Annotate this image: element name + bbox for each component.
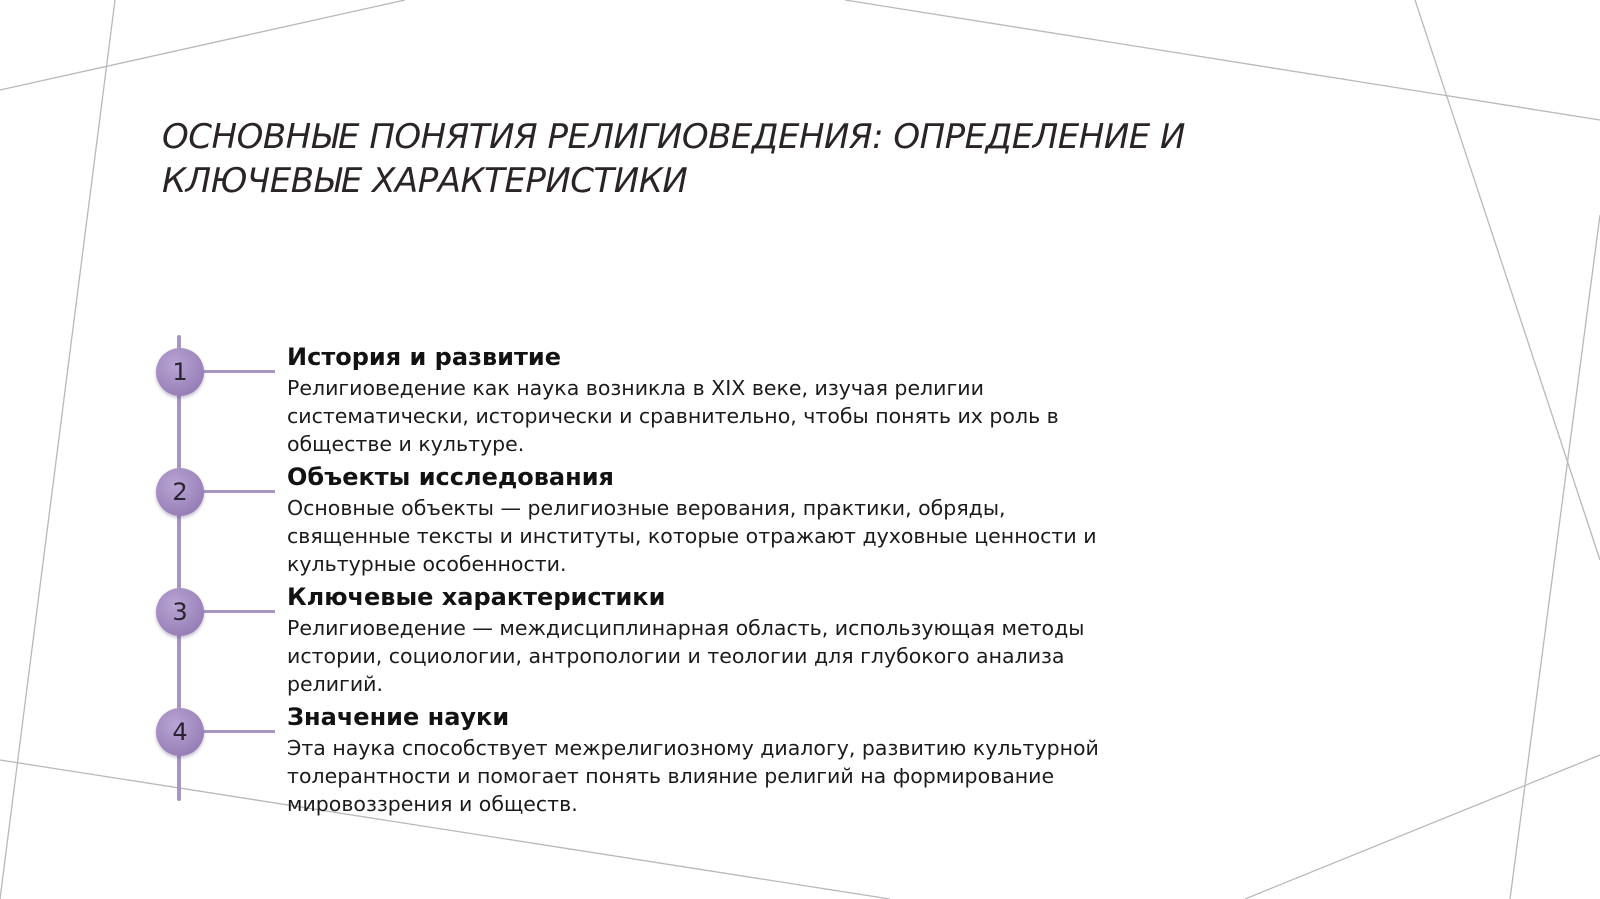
timeline-item-text: Религиоведение — междисциплинарная область, использующая методы истории, социологии, антропологии и теологии для глубокого анализа религий. [287, 616, 1085, 696]
bg-line [0, 0, 405, 90]
timeline-item-1 [287, 342, 1117, 458]
bg-line [1245, 755, 1600, 899]
bg-line [1510, 215, 1600, 899]
timeline-item-heading: Ключевые характеристики [287, 583, 666, 611]
timeline-connector [204, 610, 275, 613]
timeline-item-heading: Объекты исследования [287, 463, 614, 491]
timeline-node-2: 2 [156, 468, 204, 516]
bg-line [0, 0, 115, 899]
timeline-item-4 [287, 702, 1117, 818]
timeline-node-1: 1 [156, 348, 204, 396]
timeline-node-3: 3 [156, 588, 204, 636]
slide-title: ОСНОВНЫЕ ПОНЯТИЯ РЕЛИГИОВЕДЕНИЯ: ОПРЕДЕЛЕНИЕ И КЛЮЧЕВЫЕ ХАРАКТЕРИСТИКИ [162, 117, 1185, 201]
bg-line [1415, 0, 1600, 560]
timeline-node-4: 4 [156, 708, 204, 756]
timeline-connector [204, 730, 275, 733]
timeline-item-text: Основные объекты — религиозные верования, практики, обряды, священные тексты и институты, которые отражают духовные ценности и культурные особенности. [287, 496, 1097, 576]
timeline-item-text: Религиоведение как наука возникла в XIX веке, изучая религии систематически, исторически и сравнительно, чтобы понять их роль в обществе и культуре. [287, 376, 1059, 456]
timeline-connector [204, 490, 275, 493]
timeline-item-text: Эта наука способствует межрелигиозному диалогу, развитию культурной толерантности и помогает понять влияние религий на формирование мировоззрения и обществ. [287, 736, 1099, 816]
timeline-item-3 [287, 582, 1117, 698]
timeline-connector [204, 370, 275, 373]
timeline-item-2 [287, 462, 1117, 578]
timeline-item-heading: История и развитие [287, 343, 561, 371]
timeline-item-heading: Значение науки [287, 703, 510, 731]
bg-line [845, 0, 1600, 120]
